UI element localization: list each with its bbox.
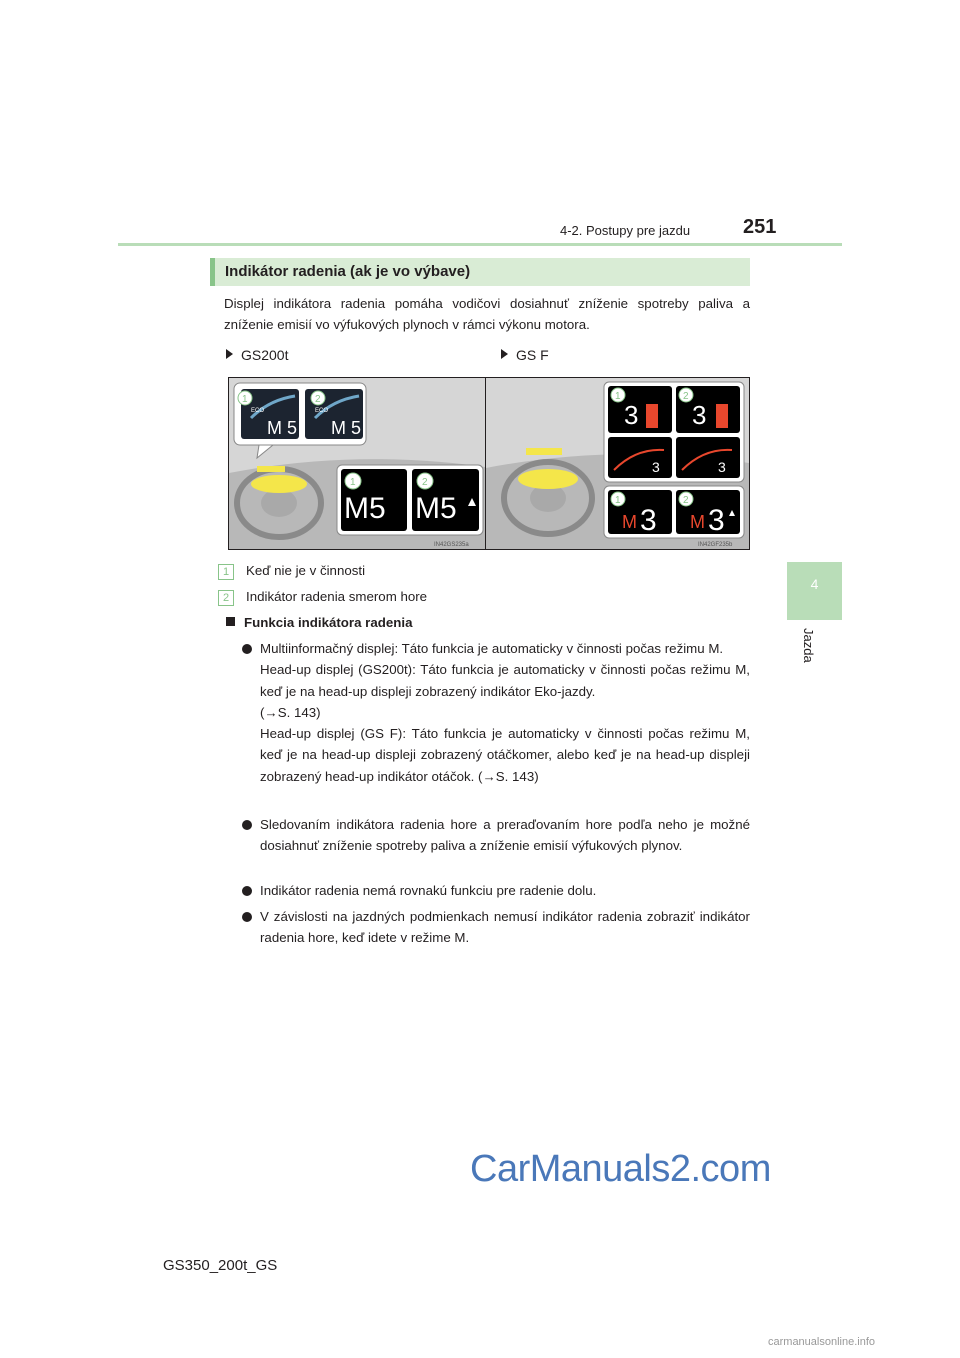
bullet-item-4 xyxy=(242,906,750,949)
gear-m5-2: M5 xyxy=(415,492,457,525)
dashboard-illustration-gsf xyxy=(486,378,749,549)
callout-1b: 1 xyxy=(615,495,621,506)
callout-1: 1 xyxy=(242,394,248,405)
triangle-icon xyxy=(226,349,233,359)
bullet-3-text: Indikátor radenia nemá rovnakú funkciu pre radenie dolu. xyxy=(260,883,597,898)
legend-number: 1 xyxy=(218,564,234,580)
eco-text-1: ECO xyxy=(251,408,265,414)
subheading xyxy=(226,615,412,630)
small-gear-2: M 5 xyxy=(331,418,362,438)
bullet-1-line-4: Head-up displej (GS F): Táto funkcia je automaticky v činnosti počas režimu M, keď je na head-up displeji zobrazený otáčkomer, alebo keď je na head-up displeji zobrazený head-up indikátor otáčok. (→S. 143) xyxy=(260,726,750,784)
hud-m-1: M xyxy=(622,512,637,532)
subheading-text: Funkcia indikátora radenia xyxy=(244,615,413,630)
figure-code-right: IN42GF235b xyxy=(698,542,733,548)
figure-gs200t-dashboard xyxy=(228,377,493,550)
callout-2b: 2 xyxy=(683,495,689,506)
bullet-1-line-2: Head-up displej (GS200t): Táto funkcia je automaticky v činnosti počas režimu M, keď je na head-up displeji zobrazený indikátor Eko-jazdy. xyxy=(260,662,750,699)
bullet-dot-icon xyxy=(242,912,252,922)
footer-model-code: GS350_200t_GS xyxy=(163,1257,278,1274)
square-bullet-icon xyxy=(226,617,235,626)
variant-label-gsf xyxy=(501,347,549,363)
mid-gear-2: 3 xyxy=(692,400,707,430)
figure-gsf-dashboard xyxy=(485,377,750,550)
bullet-4-text: V závislosti na jazdných podmienkach nemusí indikátor radenia zobraziť indikátor radenia hore, keď idete v režime M. xyxy=(260,909,750,946)
callout-2: 2 xyxy=(683,391,689,402)
header-rule xyxy=(118,243,842,246)
bullet-dot-icon xyxy=(242,644,252,654)
running-header-section: 4-2. Postupy pre jazdu xyxy=(560,223,691,238)
section-heading: Indikátor radenia (ak je vo výbave) xyxy=(210,258,750,286)
bullet-1-line-3: (→S. 143) xyxy=(260,704,321,720)
bullet-item-1 xyxy=(242,638,750,787)
tacho-gear-2: 3 xyxy=(718,459,726,475)
chapter-tab-number: 4 xyxy=(810,576,819,592)
variant-text: GS200t xyxy=(241,347,289,363)
watermark-url: carmanualsonline.info xyxy=(768,1336,876,1348)
eco-text-2: ECO xyxy=(315,408,329,414)
chapter-tab-label: Jazda xyxy=(801,628,816,663)
variant-text: GS F xyxy=(516,347,549,363)
dashboard-illustration-gs200t xyxy=(229,378,492,549)
bullet-dot-icon xyxy=(242,820,252,830)
legend-text: Keď nie je v činnosti xyxy=(246,563,366,578)
callout-2b: 2 xyxy=(422,477,428,488)
bullet-item-3 xyxy=(242,880,750,901)
hud-gear-2: 3 xyxy=(708,504,725,537)
variant-label-gs200t xyxy=(226,347,288,363)
gear-m5-1: M5 xyxy=(344,492,386,525)
legend-item-2 xyxy=(218,589,427,606)
watermark-logo[interactable]: CarManuals2.com xyxy=(470,1148,771,1190)
small-gear-1: M 5 xyxy=(267,418,298,438)
legend-item-1 xyxy=(218,563,365,580)
legend-text: Indikátor radenia smerom hore xyxy=(246,589,428,604)
legend-number: 2 xyxy=(218,590,234,606)
bullet-item-2 xyxy=(242,814,750,857)
hud-m-2: M xyxy=(690,512,705,532)
bullet-dot-icon xyxy=(242,886,252,896)
mid-gear-1: 3 xyxy=(624,400,639,430)
hud-gear-1: 3 xyxy=(640,504,657,537)
triangle-icon xyxy=(501,349,508,359)
bullet-2-text: Sledovaním indikátora radenia hore a preraďovaním hore podľa neho je možné dosiahnuť zníženie spotreby paliva a zníženie emisií výfukových plynov. xyxy=(260,817,750,854)
callout-1: 1 xyxy=(615,391,621,402)
intro-paragraph: Displej indikátora radenia pomáha vodičovi dosiahnuť zníženie spotreby paliva a zníženie emisií vo výfukových plynoch v rámci výkonu motora. xyxy=(224,296,750,332)
callout-1b: 1 xyxy=(350,477,356,488)
tacho-gear-1: 3 xyxy=(652,459,660,475)
page-number: 251 xyxy=(743,216,777,238)
bullet-1-line-1: Multiinformačný displej: Táto funkcia je automaticky v činnosti počas režimu M. xyxy=(260,641,724,656)
figure-code-left: IN42GS235a xyxy=(434,542,469,548)
callout-2: 2 xyxy=(315,394,321,405)
